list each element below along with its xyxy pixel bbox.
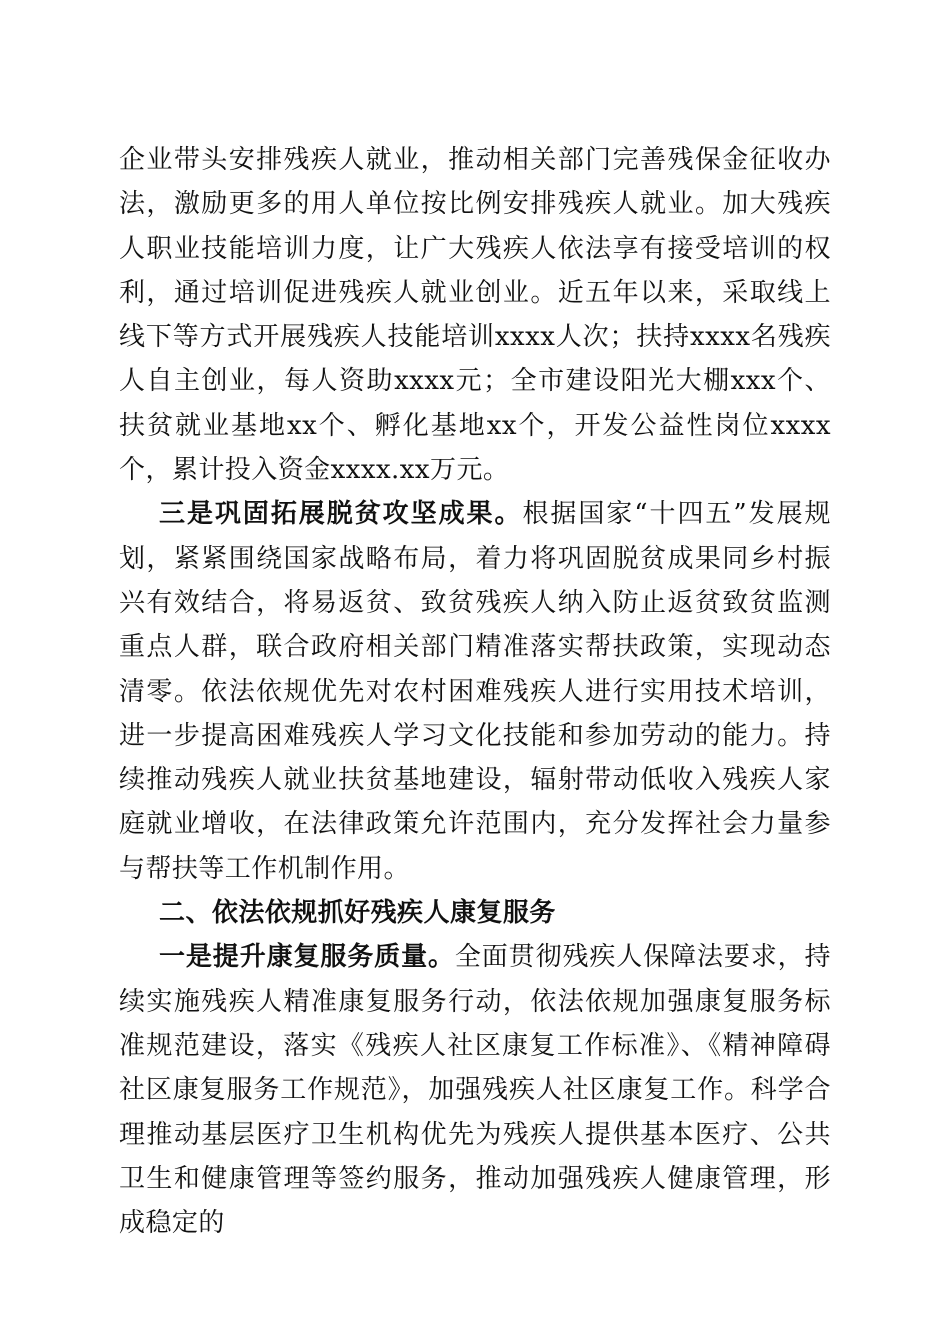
paragraph-body-rehabilitation: 全面贯彻残疾人保障法要求，持续实施残疾人精准康复服务行动，依法依规加强康复服务标准规范建设，落实《残疾人社区康复工作标准》、《精神障碍社区康复服务工作规范》，加强残疾人社区康复工作。科学合理推动基层医疗卫生机构优先为残疾人提供基本医疗、公共卫生和健康管理等签约服务，推动加强残疾人健康管理，形成稳定的 xyxy=(119,942,831,1239)
paragraph-lead-poverty: 三是巩固拓展脱贫攻坚成果。 xyxy=(159,499,523,530)
paragraph-lead-rehabilitation: 一是提升康复服务质量。 xyxy=(159,942,455,973)
paragraph-body-poverty: 根据国家“十四五”发展规划，紧紧围绕国家战略布局，着力将巩固脱贫成果同乡村振兴有效结合，将易返贫、致贫残疾人纳入防止返贫致贫监测重点人群，联合政府相关部门精准落实帮扶政策，实现动态清零。依法依规优先对农村困难残疾人进行实用技术培训，进一步提高困难残疾人学习文化技能和参加劳动的能力。持续推动残疾人就业扶贫基地建设，辐射带动低收入残疾人家庭就业增收，在法律政策允许范围内，充分发挥社会力量参与帮扶等工作机制作用。 xyxy=(119,499,831,884)
paragraph-employment: 企业带头安排残疾人就业，推动相关部门完善残保金征收办法，激励更多的用人单位按比例安排残疾人就业。加大残疾人职业技能培训力度，让广大残疾人依法享有接受培训的权利，通过培训促进残疾人就业创业。近五年以来，采取线上线下等方式开展残疾人技能培训xxxx人次；扶持xxxx名残疾人自主创业，每人资助xxxx元；全市建设阳光大棚xxx个、扶贫就业基地xx个、孵化基地xx个，开发公益性岗位xxxx个，累计投入资金xxxx.xx万元。 xyxy=(119,145,831,486)
paragraph-rehabilitation-quality xyxy=(119,935,831,1245)
paragraph-poverty-alleviation xyxy=(119,492,831,891)
document-body xyxy=(119,138,831,1245)
section-heading-rehabilitation: 二、依法依规抓好残疾人康复服务 xyxy=(159,898,556,929)
